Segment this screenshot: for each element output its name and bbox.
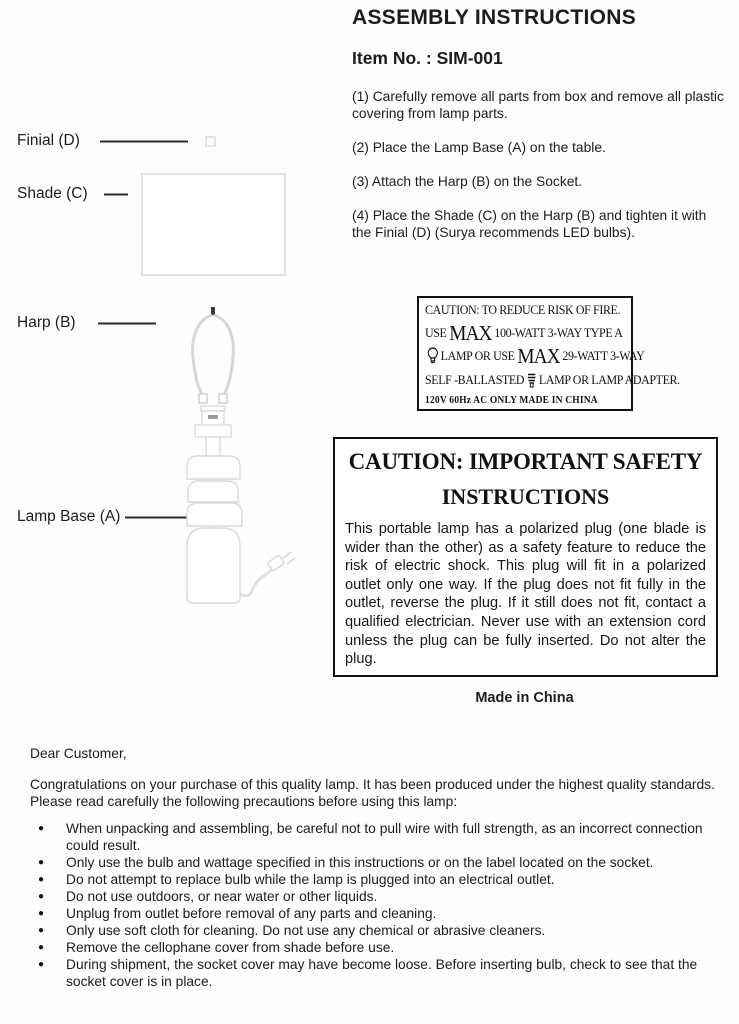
bullet-dot: ● — [38, 908, 45, 919]
precautions-list — [30, 820, 724, 990]
shade-shape — [142, 174, 285, 275]
socket-label — [208, 415, 218, 419]
step-1: (1) Carefully remove all parts from box and remove all plastic covering from lamp parts. — [352, 89, 724, 121]
base-segment-3 — [187, 503, 242, 526]
page-title: ASSEMBLY INSTRUCTIONS — [352, 6, 637, 29]
intro-paragraph: Congratulations on your purchase of this quality lamp. It has been produced under the highest quality standards. Please read carefully the following precautions before using this lamp: — [30, 777, 715, 809]
wattage-line-1-text: CAUTION: TO REDUCE RISK OF FIRE. — [425, 302, 621, 317]
wattage-line-3-pre: LAMP OR USE — [440, 348, 515, 363]
precaution-text: Unplug from outlet before removal of any parts and cleaning. — [66, 906, 437, 921]
wattage-rating-line: 120V 60Hz AC ONLY MADE IN CHINA — [425, 395, 598, 406]
harp-saddle — [195, 425, 231, 437]
precaution-text: Only use the bulb and wattage specified in this instructions or on the label located on the socket. — [66, 855, 654, 870]
wattage-line-2-post: 100-WATT 3-WAY TYPE A — [494, 324, 623, 340]
precaution-item — [30, 888, 724, 905]
incandescent-bulb-icon — [427, 347, 439, 365]
customer-letter — [30, 745, 724, 990]
precaution-text: Remove the cellophane cover from shade before use. — [66, 940, 395, 955]
shade-label: Shade (C) — [17, 185, 88, 202]
item-number: Item No. : SIM-001 — [352, 48, 503, 68]
lamp-neck — [206, 437, 220, 457]
wattage-line-4-post: LAMP OR LAMP ADAPTER. — [538, 372, 680, 387]
safety-title-line1: CAUTION: IMPORTANT SAFETY — [348, 449, 703, 474]
precaution-item — [30, 905, 724, 922]
wattage-line-4 — [425, 372, 680, 389]
base-segment-1 — [187, 456, 240, 479]
made-in-china-label: Made in China — [475, 690, 574, 706]
wattage-line-2 — [425, 320, 623, 345]
harp-left-arm — [193, 315, 212, 396]
finial-shape — [206, 137, 215, 146]
cfl-bulb-icon — [526, 372, 537, 389]
bullet-dot: ● — [38, 959, 45, 970]
plug-prong-1 — [283, 552, 291, 558]
lamp-base-label: Lamp Base (A) — [17, 508, 121, 525]
precaution-item — [30, 956, 724, 990]
bullet-dot: ● — [38, 925, 45, 936]
safety-body-text: This portable lamp has a polarized plug (one blade is wider than the other) as a safety feature to reduce the risk of electric shock. This plug will fit in a polarized outlet only one way. If the plug does not fit fully in the outlet, reverse the plug. If it still does not fit, contact a qualified electrician. Never use with an extension cord unless the plug can be fully inserted. Do not alter the plug. — [345, 521, 706, 668]
base-segment-2 — [188, 481, 238, 502]
socket-shell — [202, 411, 224, 425]
socket-cap — [201, 406, 225, 411]
safety-title-line2: INSTRUCTIONS — [441, 484, 610, 509]
precaution-item — [30, 820, 724, 854]
wattage-line-2-max: MAX — [449, 320, 492, 345]
safety-instructions-box — [333, 437, 718, 677]
bullet-dot: ● — [38, 942, 45, 953]
plug-prong-2 — [287, 558, 295, 564]
harp-right-foot — [219, 394, 227, 403]
harp-top-stud — [211, 307, 215, 315]
wattage-caution-box — [417, 296, 680, 411]
bullet-dot: ● — [38, 874, 45, 885]
step-3: (3) Attach the Harp (B) on the Socket. — [352, 174, 583, 189]
wattage-line-1 — [425, 302, 621, 318]
precaution-item — [30, 939, 724, 956]
assembly-steps — [352, 88, 724, 258]
wattage-line-3 — [425, 344, 645, 368]
harp-label: Harp (B) — [17, 314, 76, 331]
precaution-item — [30, 922, 724, 939]
wattage-line-3-post: 29-WATT 3-WAY — [562, 348, 645, 363]
precaution-text: Do not attempt to replace bulb while the lamp is plugged into an electrical outlet. — [66, 872, 555, 887]
precaution-text: Do not use outdoors, or near water or other liquids. — [66, 889, 378, 904]
step-2: (2) Place the Lamp Base (A) on the table. — [352, 140, 606, 155]
precaution-text: When unpacking and assembling, be careful not to pull wire with full strength, as an incorrect connection could result. — [66, 821, 703, 853]
bullet-dot: ● — [38, 823, 45, 834]
plug-body — [267, 555, 284, 571]
precaution-text: During shipment, the socket cover may have become loose. Before inserting bulb, check to see that the socket cover is in place. — [66, 957, 698, 989]
base-body — [187, 528, 240, 603]
precaution-item — [30, 854, 724, 871]
power-cord — [240, 568, 274, 596]
bullet-dot: ● — [38, 891, 45, 902]
precaution-item — [30, 871, 724, 888]
harp-right-arm — [214, 315, 233, 396]
bullet-dot: ● — [38, 857, 45, 868]
wattage-line-3-max: MAX — [517, 344, 560, 368]
wattage-line-2-pre: USE — [425, 324, 447, 340]
precaution-text: Only use soft cloth for cleaning. Do not use any chemical or abrasive cleaners. — [66, 923, 546, 938]
salutation: Dear Customer, — [30, 746, 127, 761]
wattage-line-4-pre: SELF -BALLASTED — [425, 372, 525, 387]
step-4: (4) Place the Shade (C) on the Harp (B) and tighten it with the Finial (D) (Surya recommends LED bulbs). — [352, 208, 707, 240]
harp-left-foot — [199, 394, 207, 403]
finial-label: Finial (D) — [17, 132, 80, 149]
